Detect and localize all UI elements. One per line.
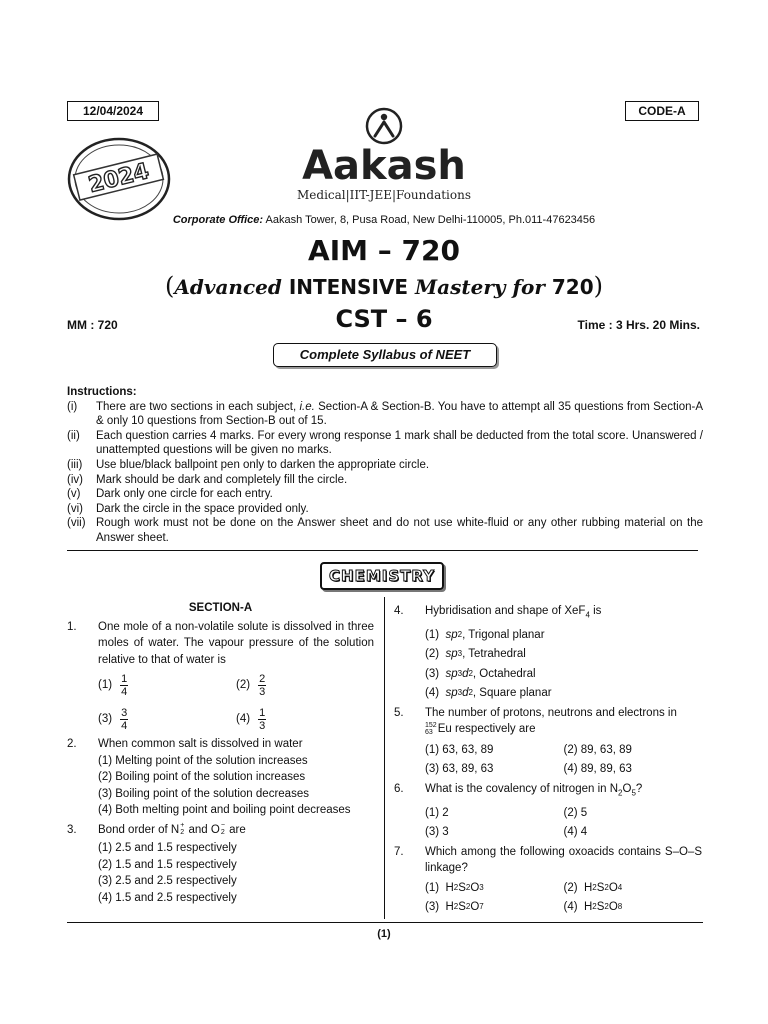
brand-tagline: Medical|IIT-JEE|Foundations xyxy=(297,188,471,202)
option-row: (1) H 2 S 2 O 3 (2) H 2 S 2 O 4 xyxy=(425,881,623,894)
time-limit: Time : 3 Hrs. 20 Mins. xyxy=(577,318,700,332)
code-tag: CODE-A xyxy=(625,101,699,121)
option-row: (1) 2 (2) 5 xyxy=(425,806,588,819)
aakash-emblem-icon xyxy=(365,106,403,146)
option: (1) 2.5 and 1.5 respectively xyxy=(98,842,237,854)
question-6: 6. What is the covalency of nitrogen in $N_2O_5$? xyxy=(394,782,643,798)
page-number: (1) xyxy=(377,928,391,940)
aakash-logo xyxy=(284,106,484,206)
max-marks: MM : 720 xyxy=(67,318,118,332)
option: (4) sp 3 d 2 , Square planar xyxy=(425,687,552,700)
test-subtitle: (Advanced INTENSIVE Mastery for 720) xyxy=(164,272,604,300)
instruction-item: (ii) Each question carries 4 marks. For every wrong response 1 mark shall be deducted from the total score. Unanswered / unattempted questions will be given no marks. xyxy=(67,429,703,457)
option: (1) sp 2 , Trigonal planar xyxy=(425,628,545,641)
year-seal-icon xyxy=(64,134,174,224)
instruction-item: (v) Dark only one circle for each entry. xyxy=(67,488,273,501)
question-2: 2. When common salt is dissolved in water xyxy=(67,738,303,750)
date-tag: 12/04/2024 xyxy=(67,101,159,121)
question-7: 7. Which among the following oxoacids contains S–O–S linkage? xyxy=(394,845,702,875)
subject-banner: CHEMISTRY xyxy=(320,562,444,590)
test-title: AIM – 720 xyxy=(308,234,460,267)
question-4: 4. Hybridisation and shape of XeF$_4$ is xyxy=(394,605,602,620)
seal-year-text: 2024 xyxy=(86,158,152,199)
instruction-item: (iii) Use blue/black ballpoint pen only to darken the appropriate circle. xyxy=(67,458,430,471)
option: (3) 2.5 and 2.5 respectively xyxy=(98,875,237,887)
right-column xyxy=(394,603,702,916)
corporate-label: Corporate Office: xyxy=(172,214,264,226)
question-3: 3. Bond order of N + 2 and O − 2 are xyxy=(67,822,246,837)
option: (2) sp 3 , Tetrahedral xyxy=(425,648,526,661)
instruction-item: (vii) Rough work must not be done on the Answer sheet and do not use white-fluid or any other rubbing material on the Answer sheet. xyxy=(67,517,703,544)
instruction-item: (i) There are two sections in each subject, i.e. Section-A & Section-B. You have to attempt all 35 questions from Section-A & only 10 questions from Section-B out of 15. xyxy=(67,400,703,428)
brand-name: Aakash xyxy=(302,143,466,189)
instruction-item: (vi) Dark the circle in the space provided only. xyxy=(67,502,309,515)
option-row: (3) 63, 89, 63 (4) 89, 89, 63 xyxy=(425,763,632,776)
corporate-address: Aakash Tower, 8, Pusa Road, New Delhi-110005, Ph.011-47623456 xyxy=(263,214,596,226)
divider xyxy=(67,550,698,551)
corporate-office xyxy=(0,214,768,226)
question-1: 1. One mole of a non-volatile solute is dissolved in three moles of water. The vapour pressure of the solution relative to that of water is xyxy=(67,620,374,666)
left-column xyxy=(67,600,374,906)
option: (2) 1.5 and 1.5 respectively xyxy=(98,858,237,871)
option-row: (3) $\frac{3}{4}$ (4) $\frac{1}{3}$ xyxy=(98,707,266,732)
option: (3) sp 3 d 2 , Octahedral xyxy=(425,667,536,680)
instruction-item: (iv) Mark should be dark and completely fill the circle. xyxy=(67,473,348,486)
section-heading: SECTION-A xyxy=(188,602,253,614)
syllabus-badge: Complete Syllabus of NEET xyxy=(273,343,497,367)
option-row: (3) H 2 S 2 O 7 (4) H 2 S 2 O 8 xyxy=(425,901,623,914)
column-divider xyxy=(384,597,385,919)
option: (4) 1.5 and 2.5 respectively xyxy=(98,891,237,904)
instructions-title: Instructions: xyxy=(67,386,137,398)
option-row: (1) $\frac{1}{4}$ (2) $\frac{2}{3}$ xyxy=(98,673,266,698)
option: (1) Melting point of the solution increases xyxy=(98,754,308,767)
footer-divider xyxy=(67,922,703,923)
option: (3) Boiling point of the solution decreases xyxy=(98,787,309,800)
question-5: 5. The number of protons, neutrons and electrons in 152 63 Eu respectively are xyxy=(394,706,677,737)
option-row: (3) 3 (4) 4 xyxy=(425,826,588,839)
instructions xyxy=(67,385,703,546)
paper-code: CST – 6 xyxy=(335,305,433,333)
option: (2) Boiling point of the solution increases xyxy=(98,771,306,783)
option: (4) Both melting point and boiling point decreases xyxy=(98,804,351,816)
option-row: (1) 63, 63, 89 (2) 89, 63, 89 xyxy=(425,743,632,756)
